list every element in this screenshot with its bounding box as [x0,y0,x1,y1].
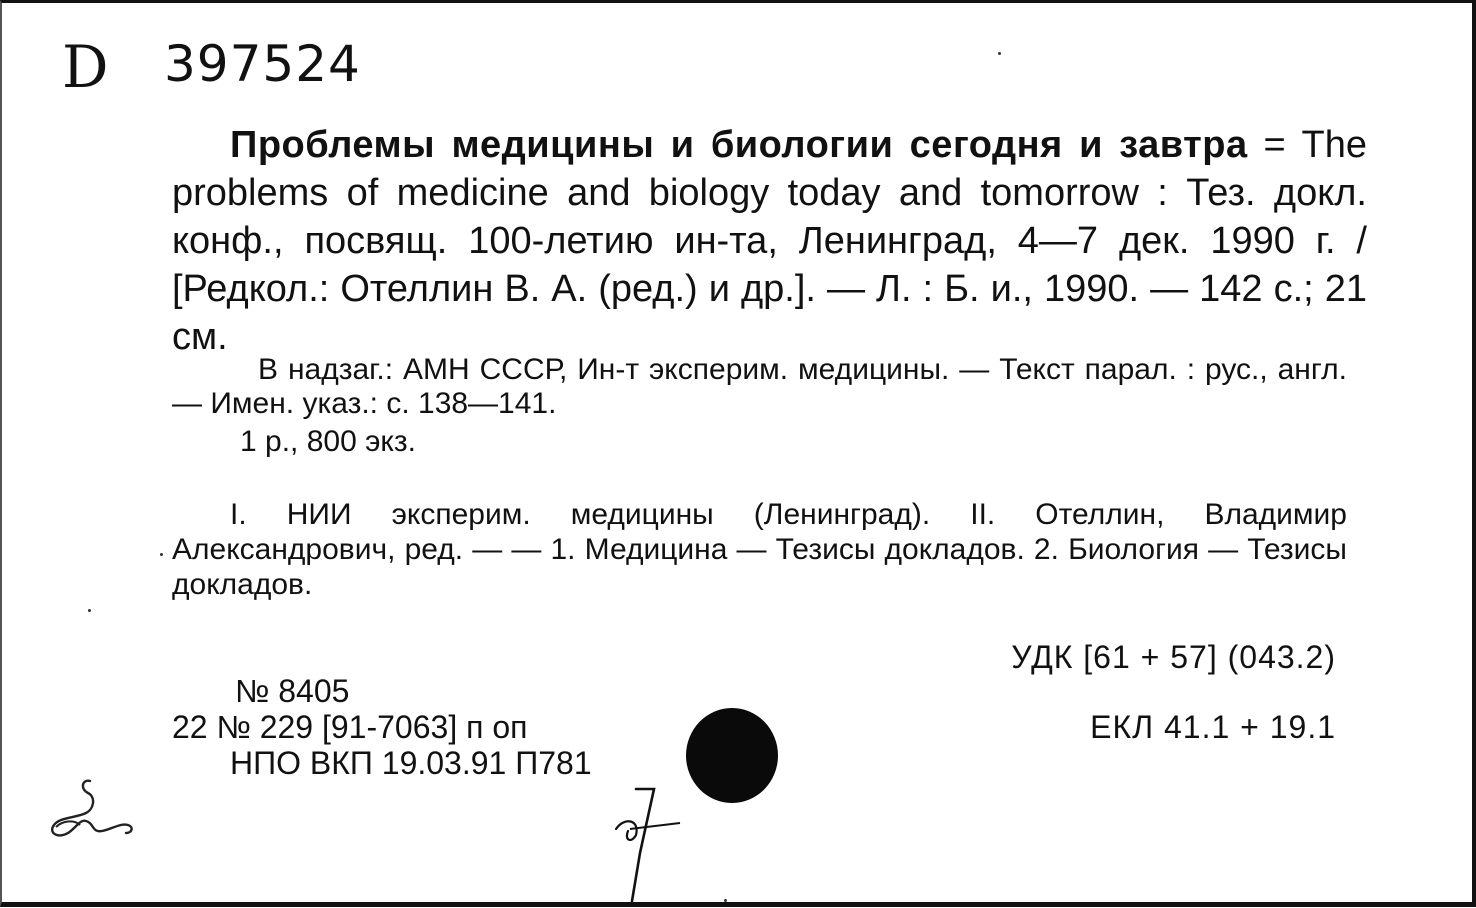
ekl-classification: ЕКЛ 41.1 + 19.1 [1090,709,1336,745]
imprint-line-3: НПО ВКП 19.03.91 П781 [230,745,592,781]
handwritten-d-mark-icon [60,33,130,103]
imprint-line-1: № 8405 [235,673,350,709]
bibliographic-description [172,121,1367,361]
handwritten-squiggle-icon [42,773,142,843]
tracings-text: I. НИИ эксперим. медицины (Ленинград). II. Отеллин, Владимир Александрович, ред. — — 1. Медицина — Тезисы докладов. 2. Биология — Тезисы докладов. [172,498,1347,601]
svg-text:D: D [62,33,109,101]
price-print-run: 1 р., 800 экз. [240,425,416,458]
note-text: В надзаг.: АМН СССР, Ин-т эксперим. медицины. — Текст парал. : рус., англ. — Имен. указ.: с. 138—141. [172,353,1347,420]
description-body: The problems of medicine and biology today and tomorrow : Тез. докл. конф., посвящ. 100-летию ин-та, Ленинград, 4—7 дек. 1990 г. / [Редкол.: Отеллин В. А. (ред.) и др.]. — Л. : Б. и., 1990. — 142 с.; 21 см. [172,124,1367,358]
imprint-line-2: 22 № 229 [91-7063] п оп [172,709,528,745]
punch-hole-icon [686,708,778,803]
handwritten-seven-icon [610,783,690,908]
parallel-title-separator: = [1263,124,1286,166]
speck [88,609,91,612]
notes [172,353,1347,421]
speck [160,553,163,556]
call-number: 397524 [164,35,361,93]
speck [998,52,1001,55]
tracings [172,497,1347,602]
udk-classification: УДК [61 + 57] (043.2) [1011,639,1336,675]
speck [724,899,727,902]
title-russian: Проблемы медицины и биологии сегодня и завтра [230,124,1248,166]
